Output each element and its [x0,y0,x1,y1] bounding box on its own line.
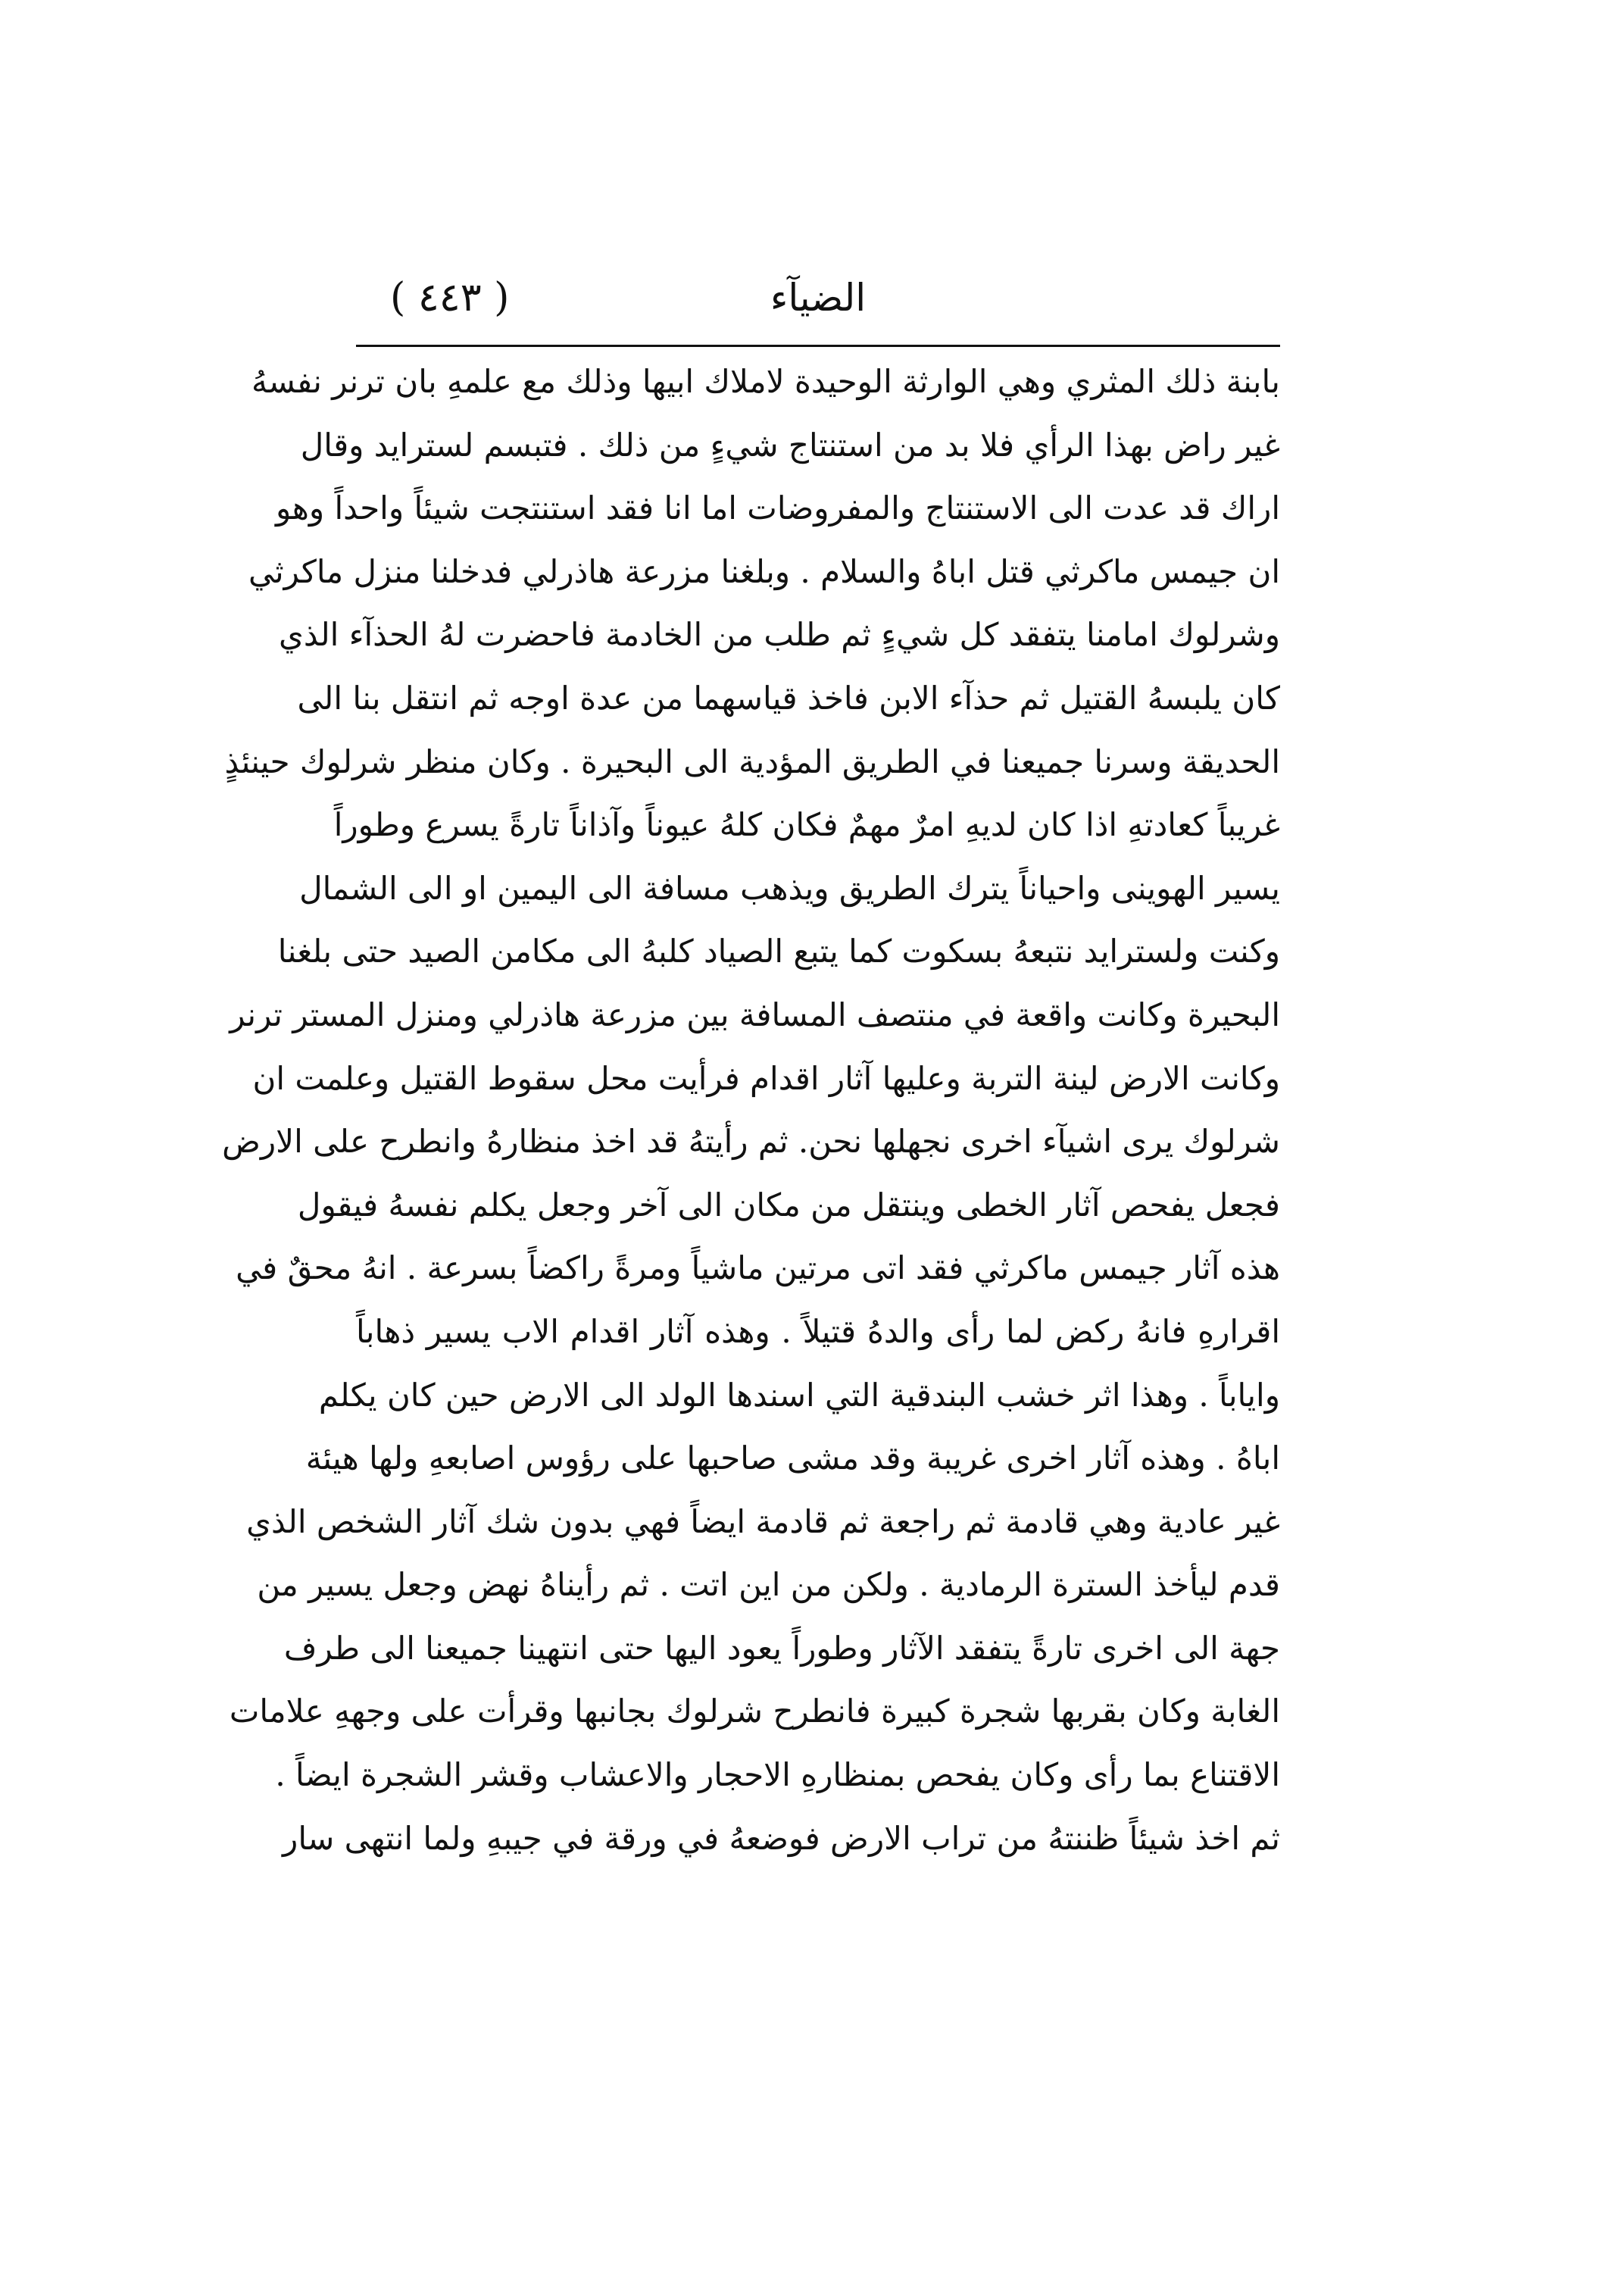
text-line: يسير الهوينى واحياناً يترك الطريق ويذهب مسافة الى اليمين او الى الشمال [299,869,1280,907]
text-line: الحديقة وسرنا جميعنا في الطريق المؤدية الى البحيرة . وكان منظر شرلوك حينئذٍ [224,742,1280,780]
text-line: بابنة ذلك المثري وهي الوارثة الوحيدة لاملاك ابيها وذلك مع علمهِ بان ترنر نفسهُ [251,363,1280,400]
text-line: كان يلبسهُ القتيل ثم حذآء الابن فاخذ قياسهما من عدة اوجه ثم انتقل بنا الى [297,679,1280,717]
running-title: الضيآء [770,276,867,320]
page-number: ( ٤٤٣ ) [390,275,510,320]
text-line: قدم ليأخذ السترة الرمادية . ولكن من اين اتت . ثم رأيناهُ نهض وجعل يسير من [257,1566,1280,1604]
text-line: اراك قد عدت الى الاستنتاج والمفروضات اما انا فقد استنتجت شيئاً واحداً وهو [276,489,1280,527]
text-line: وشرلوك امامنا يتفقد كل شيءٍ ثم طلب من الخادمة فاحضرت لهُ الحذآء الذي [278,616,1280,654]
text-line: غير عادية وهي قادمة ثم راجعة ثم قادمة ايضاً فهي بدون شك آثار الشخص الذي [246,1502,1280,1540]
text-line: الغابة وكان بقربها شجرة كبيرة فانطرح شرلوك بجانبها وقرأت على وجههِ علامات [229,1692,1280,1730]
text-line: البحيرة وكانت واقعة في منتصف المسافة بين مزرعة هاذرلي ومنزل المستر ترنر [230,995,1280,1033]
page-header [356,264,1280,339]
text-line: وكنت ولسترايد نتبعهُ بسكوت كما يتبع الصياد كلبهُ الى مكامن الصيد حتى بلغنا [277,933,1280,970]
text-line: ان جيمس ماكرثي قتل اباهُ والسلام . وبلغنا مزرعة هاذرلي فدخلنا منزل ماكرثي [248,552,1280,590]
text-line: غريباً كعادتهِ اذا كان لديهِ امرٌ مهمٌ فكان كلهُ عيوناً وآذاناً تارةً يسرع وطوراً [333,806,1280,844]
text-line: هذه آثار جيمس ماكرثي فقد اتى مرتين ماشياً ومرةً راكضاً بسرعة . انهُ محقٌ في [236,1249,1280,1287]
text-line: واياباً . وهذا اثر خشب البندقية التي اسندها الولد الى الارض حين كان يكلم [318,1376,1280,1414]
text-line: جهة الى اخرى تارةً يتفقد الآثار وطوراً يعود اليها حتى انتهينا جميعنا الى طرف [283,1629,1280,1667]
text-line: غير راض بهذا الرأي فلا بد من استنتاج شيءٍ من ذلك . فتبسم لسترايد وقال [300,426,1280,464]
text-line: اباهُ . وهذه آثار اخرى غريبة وقد مشى صاحبها على رؤوس اصابعهِ ولها هيئة [305,1439,1280,1477]
text-line: اقرارهِ فانهُ ركض لما رأى والدهُ قتيلاً . وهذه آثار اقدام الاب يسير ذهاباً [356,1312,1280,1350]
text-line: فجعل يفحص آثار الخطى وينتقل من مكان الى آخر وجعل يكلم نفسهُ فيقول [297,1186,1280,1224]
text-line: شرلوك يرى اشيآء اخرى نجهلها نحن. ثم رأيتهُ قد اخذ منظارهُ وانطرح على الارض [222,1123,1280,1161]
header-rule [356,345,1280,347]
body-text [222,350,1280,1870]
text-line: وكانت الارض لينة التربة وعليها آثار اقدام فرأيت محل سقوط القتيل وعلمت ان [252,1059,1280,1097]
text-line: الاقتناع بما رأى وكان يفحص بمنظارهِ الاحجار والاعشاب وقشر الشجرة ايضاً . [275,1756,1280,1794]
text-line: ثم اخذ شيئاً ظننتهُ من تراب الارض فوضعهُ في ورقة في جيبهِ ولما انتهى سار [283,1819,1280,1857]
